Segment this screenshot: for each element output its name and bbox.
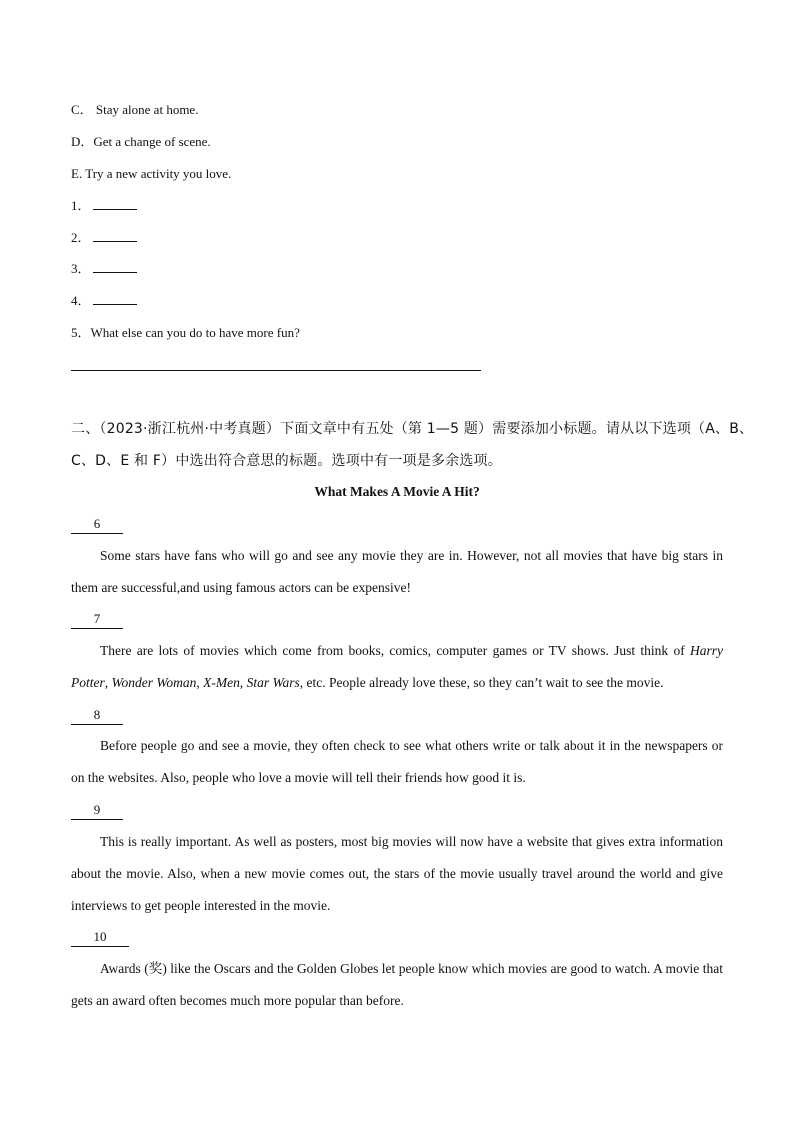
option-d: D．Get a change of scene. — [71, 134, 211, 149]
title-harry-potter: Harry Potter — [71, 643, 723, 690]
answer-line-1 — [71, 197, 137, 215]
answer-blank[interactable] — [93, 229, 137, 242]
paragraph-1: Some stars have fans who will go and see any movie they are in. However, not all movies that have big stars in them are successful,and using famous actors can be expensive! — [71, 548, 723, 595]
answer-blank[interactable] — [93, 260, 137, 273]
option-e: E. Try a new activity you love. — [71, 166, 232, 181]
answer-writing-line[interactable] — [71, 370, 481, 371]
heading-blank-9[interactable]: 9 — [71, 801, 123, 820]
passage-title: What Makes A Movie A Hit? — [314, 484, 480, 499]
title-wonder-woman: Wonder Woman — [111, 674, 197, 690]
paragraph-3: Before people go and see a movie, they often check to see what others write or talk about it in the newspapers or on the websites. Also, people who love a movie will tell their friends how good it is. — [71, 738, 723, 785]
heading-blank-7[interactable]: 7 — [71, 610, 123, 629]
answer-number: 3． — [71, 261, 91, 276]
paragraph-2-text-start: There are lots of movies which come from books, comics, computer games or TV shows. Just think of — [100, 643, 690, 658]
answer-number: 2． — [71, 230, 91, 245]
question-5: 5．What else can you do to have more fun? — [71, 325, 300, 340]
answer-line-4 — [71, 292, 137, 310]
paragraph-2-text-end: , etc. People already love these, so they can’t wait to see the movie. — [299, 674, 664, 690]
answer-number: 1． — [71, 198, 91, 213]
heading-blank-6[interactable]: 6 — [71, 515, 123, 534]
paragraph-5: Awards (奖) like the Oscars and the Golden Globes let people know which movies are good to watch. A movie that gets an award often becomes much more popular than before. — [71, 961, 723, 1008]
answer-blank[interactable] — [93, 292, 137, 305]
title-x-men: X-Men — [203, 674, 240, 690]
answer-blank[interactable] — [93, 197, 137, 210]
title-star-wars: Star Wars — [246, 674, 300, 690]
paragraph-4: This is really important. As well as posters, most big movies will now have a website that gives extra information about the movie. Also, when a new movie comes out, the stars of the movie usually travel around the world and give interviews to get people interested in the movie. — [71, 834, 723, 913]
heading-blank-10[interactable]: 10 — [71, 928, 129, 947]
answer-line-3 — [71, 260, 137, 278]
paragraph-2: There are lots of movies which come from books, comics, computer games or TV shows. Just think of Harry Potter, Wonder Woman, X-Men, Star Wars, etc. People already love these, so they can’t wait to see the movie. — [71, 643, 723, 690]
section-instruction-line-2: C、D、E 和 F）中选出符合意思的标题。选项中有一项是多余选项。 — [71, 453, 502, 469]
option-c: C． Stay alone at home. — [71, 102, 199, 117]
section-instruction-line-1: 二、（2023·浙江杭州·中考真题）下面文章中有五处（第 1—5 题）需要添加小标题。请从以下选项（A、B、 — [71, 421, 754, 437]
answer-number: 4． — [71, 293, 91, 308]
heading-blank-8[interactable]: 8 — [71, 706, 123, 725]
answer-line-2 — [71, 229, 137, 247]
